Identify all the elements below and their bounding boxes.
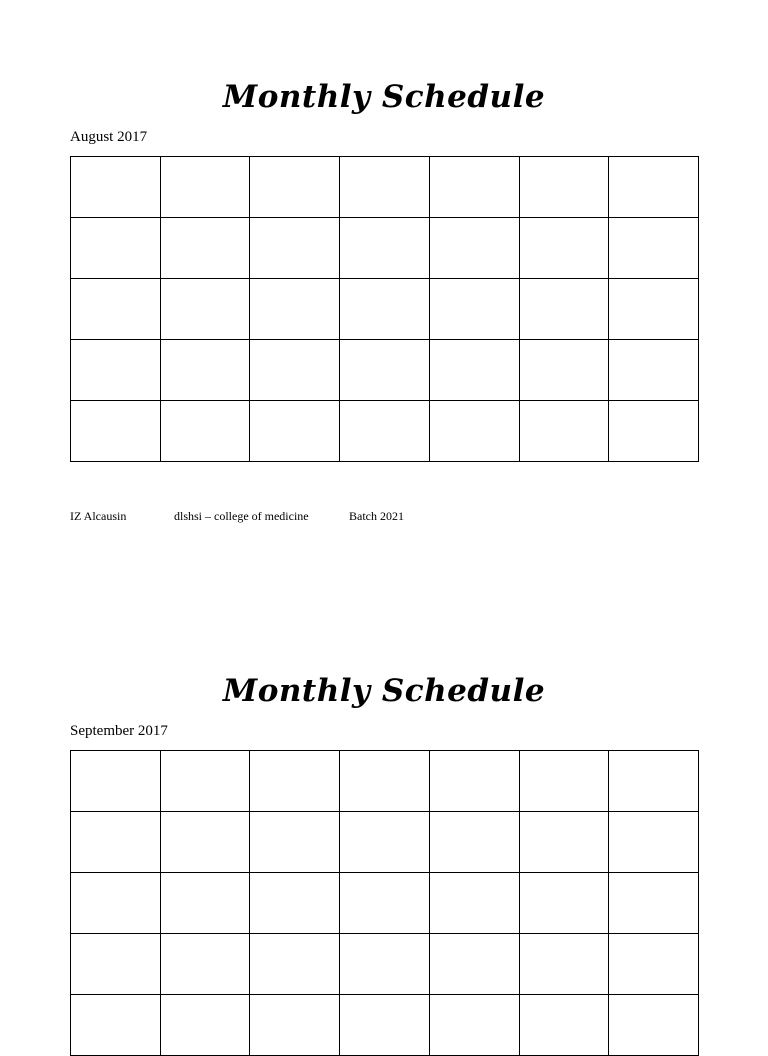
calendar-row	[71, 340, 699, 401]
calendar-grid-september	[70, 750, 699, 1056]
calendar-cell	[429, 218, 519, 279]
calendar-cell	[609, 873, 699, 934]
calendar-cell	[160, 995, 250, 1056]
calendar-cell	[71, 873, 161, 934]
calendar-row	[71, 401, 699, 462]
calendar-row	[71, 934, 699, 995]
calendar-cell	[340, 401, 430, 462]
calendar-cell	[519, 995, 609, 1056]
calendar-cell	[429, 873, 519, 934]
footer-institution: dlshsi – college of medicine	[174, 509, 309, 523]
calendar-cell	[429, 279, 519, 340]
calendar-cell	[519, 401, 609, 462]
calendar-cell	[250, 401, 340, 462]
calendar-cell	[609, 218, 699, 279]
calendar-cell	[340, 995, 430, 1056]
calendar-cell	[609, 401, 699, 462]
calendar-cell	[160, 157, 250, 218]
calendar-cell	[340, 873, 430, 934]
calendar-row	[71, 218, 699, 279]
calendar-cell	[250, 873, 340, 934]
calendar-row	[71, 995, 699, 1056]
month-label-september: September 2017	[70, 723, 168, 739]
calendar-cell	[250, 157, 340, 218]
calendar-row	[71, 873, 699, 934]
calendar-cell	[71, 218, 161, 279]
calendar-cell	[71, 340, 161, 401]
calendar-cell	[609, 934, 699, 995]
calendar-cell	[160, 873, 250, 934]
month-label-august: August 2017	[70, 129, 148, 145]
calendar-cell	[519, 218, 609, 279]
page-title-august: Monthly Schedule	[222, 79, 546, 115]
calendar-cell	[519, 340, 609, 401]
calendar-cell	[609, 340, 699, 401]
calendar-cell	[250, 218, 340, 279]
calendar-cell	[71, 401, 161, 462]
calendar-cell	[160, 279, 250, 340]
calendar-cell	[340, 279, 430, 340]
calendar-cell	[160, 934, 250, 995]
footer-author: IZ Alcausin	[70, 509, 127, 523]
calendar-cell	[519, 279, 609, 340]
calendar-cell	[519, 873, 609, 934]
calendar-cell	[519, 157, 609, 218]
calendar-cell	[340, 157, 430, 218]
calendar-cell	[250, 279, 340, 340]
calendar-cell	[609, 751, 699, 812]
calendar-cell	[71, 279, 161, 340]
calendar-cell	[429, 934, 519, 995]
calendar-cell	[609, 279, 699, 340]
calendar-cell	[160, 218, 250, 279]
calendar-cell	[250, 751, 340, 812]
calendar-cell	[71, 751, 161, 812]
calendar-cell	[340, 340, 430, 401]
calendar-row	[71, 157, 699, 218]
calendar-cell	[71, 812, 161, 873]
calendar-cell	[71, 934, 161, 995]
calendar-cell	[71, 995, 161, 1056]
calendar-cell	[250, 812, 340, 873]
calendar-cell	[340, 751, 430, 812]
calendar-row	[71, 751, 699, 812]
calendar-cell	[429, 751, 519, 812]
calendar-cell	[609, 812, 699, 873]
calendar-cell	[340, 934, 430, 995]
calendar-cell	[71, 157, 161, 218]
footer-batch: Batch 2021	[349, 509, 404, 523]
calendar-cell	[429, 401, 519, 462]
calendar-cell	[160, 401, 250, 462]
calendar-cell	[429, 340, 519, 401]
calendar-cell	[519, 812, 609, 873]
calendar-row	[71, 279, 699, 340]
calendar-cell	[250, 995, 340, 1056]
calendar-cell	[340, 812, 430, 873]
calendar-cell	[250, 934, 340, 995]
calendar-cell	[519, 751, 609, 812]
calendar-cell	[429, 157, 519, 218]
calendar-cell	[250, 340, 340, 401]
calendar-cell	[340, 218, 430, 279]
calendar-cell	[609, 995, 699, 1056]
calendar-cell	[429, 995, 519, 1056]
calendar-grid-august	[70, 156, 699, 462]
calendar-cell	[519, 934, 609, 995]
calendar-cell	[160, 751, 250, 812]
calendar-cell	[160, 340, 250, 401]
calendar-cell	[429, 812, 519, 873]
calendar-cell	[160, 812, 250, 873]
page-title-september: Monthly Schedule	[222, 673, 546, 709]
calendar-row	[71, 812, 699, 873]
calendar-cell	[609, 157, 699, 218]
